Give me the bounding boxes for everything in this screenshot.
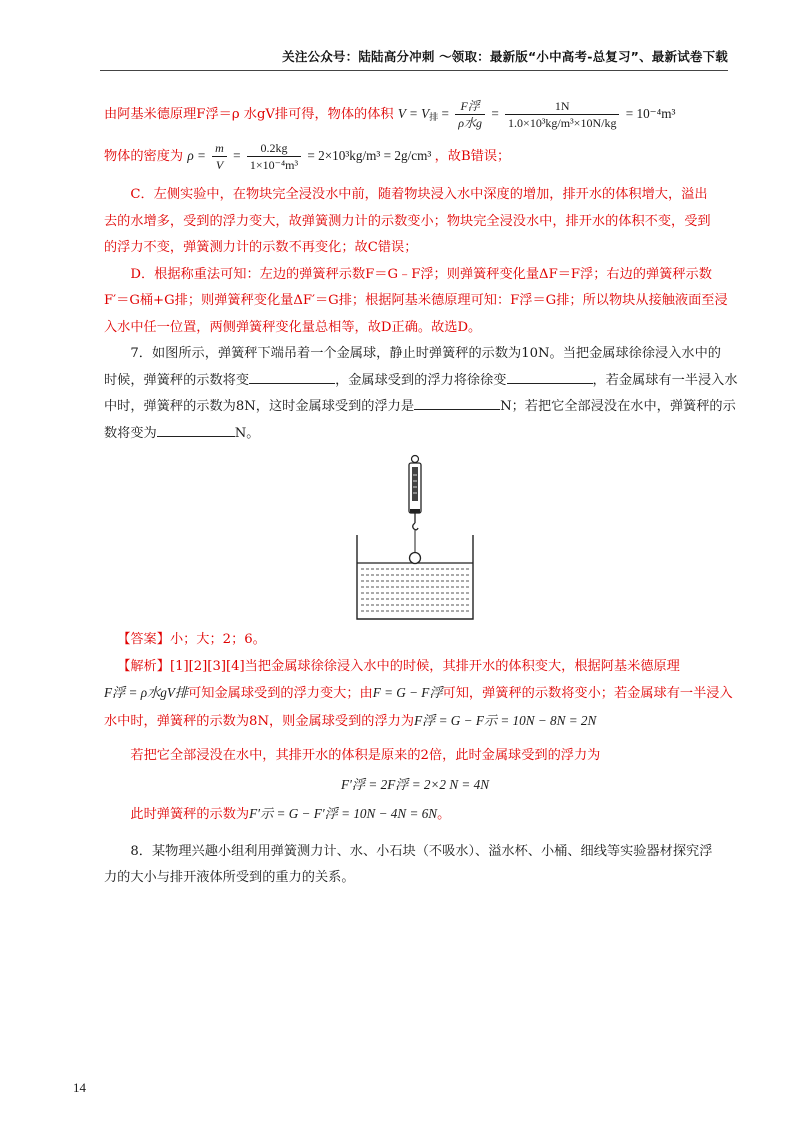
question-7-line-2 bbox=[104, 368, 738, 395]
analysis-label: 【解析】 bbox=[117, 658, 170, 674]
analysis-text-3a: 水中时，弹簧秤的示数为8N，则金属球受到的浮力为 bbox=[104, 713, 415, 729]
density-result: = 2×10³kg/m³ = 2g/cm³ bbox=[307, 148, 432, 163]
question-7 bbox=[104, 341, 738, 447]
analysis-line-5 bbox=[104, 772, 726, 800]
weight-formula: F = G − F浮 bbox=[372, 685, 443, 700]
page-content bbox=[104, 96, 738, 892]
solution-continuation bbox=[104, 96, 726, 341]
question-7-text-3b: N；若把它全部浸没在水中，弹簧秤的示 bbox=[500, 399, 736, 414]
option-d-line-3: 入水中任一位置，两侧弹簧秤变化量总相等，故D正确。故选D。 bbox=[104, 319, 482, 335]
volume-frac2-num: 1N bbox=[505, 98, 619, 115]
buoyancy-full-formula: F′浮 = 2F浮 = 2×2 N = 4N bbox=[340, 776, 489, 792]
scale-reading-formula: F′示 = G − F′浮 = 10N − 4N = 6N bbox=[249, 806, 438, 821]
question-7-text-2b: ，金属球受到的浮力将徐徐变 bbox=[335, 372, 507, 388]
analysis-line-4: 若把它全部浸没在水中，其排开水的体积是原来的2倍，此时金属球受到的浮力为 bbox=[130, 748, 601, 763]
option-c-line-3: 的浮力不变，弹簧测力计的示数不再变化；故C错误； bbox=[104, 240, 418, 255]
analysis-line-3 bbox=[104, 708, 726, 736]
option-c-explanation bbox=[104, 182, 726, 262]
density-line-text: 物体的密度为 bbox=[104, 149, 184, 164]
question-7-text-3a: 中时，弹簧秤的示数为8N，这时金属球受到的浮力是 bbox=[104, 399, 415, 414]
blank-4 bbox=[157, 422, 235, 437]
analysis-text-2b: 可知，弹簧秤的示数将变小；若金属球有一半浸入 bbox=[442, 686, 733, 701]
answer-label: 【答案】 bbox=[117, 632, 170, 647]
analysis-text-6a: 此时弹簧秤的示数为 bbox=[130, 807, 250, 822]
volume-formula: $V = V_排$ = $\frac{\text{F浮}}{\text{ρ水g}}$ = $\frac{1N}{\text{1.0×10³kg/m³×10N/kg}}$ = 10⁻⁴m³ bbox=[397, 99, 676, 131]
water-fill bbox=[361, 569, 469, 611]
density-line bbox=[104, 136, 726, 176]
question-7-text-4a: 数将变为 bbox=[104, 425, 157, 441]
spring-scale-diagram bbox=[355, 453, 475, 623]
option-d-line-2: F′＝G桶+G排；则弹簧秤变化量ΔF′＝G排；根据阿基米德原理可知：F浮＝G排；所以物块从接触液面至浸 bbox=[104, 293, 728, 308]
density-formula-lhs: ρ = bbox=[187, 148, 206, 163]
option-d-line-1: D．根据称重法可知：左边的弹簧秤示数F＝G﹣F浮；则弹簧秤变化量ΔF＝F浮；右边的弹簧秤示数 bbox=[130, 266, 712, 282]
question-7-line-1: 7．如图所示，弹簧秤下端吊着一个金属球，静止时弹簧秤的示数为10N。当把金属球徐徐浸入水中的 bbox=[130, 346, 721, 361]
spring-scale-inner bbox=[412, 467, 418, 501]
option-d-explanation bbox=[104, 262, 726, 342]
top-ring-icon bbox=[412, 456, 419, 463]
answer-7 bbox=[104, 627, 726, 654]
density-fraction-1 bbox=[212, 140, 227, 173]
analysis-line-1 bbox=[104, 654, 726, 681]
volume-frac1-num: F浮 bbox=[455, 98, 485, 115]
metal-ball bbox=[410, 553, 421, 564]
volume-line-text: 由阿基米德原理F浮＝ρ 水gV排可得，物体的体积 bbox=[104, 107, 394, 122]
page-number: 14 bbox=[73, 1080, 86, 1095]
volume-line bbox=[104, 96, 726, 132]
option-c-line-1: C．左侧实验中，在物块完全浸没水中前，随着物块浸入水中深度的增加，排开水的体积增大，溢出 bbox=[130, 187, 708, 202]
analysis-line-6 bbox=[104, 801, 726, 829]
density-frac2-num: 0.2kg bbox=[247, 140, 301, 157]
volume-fraction-1 bbox=[455, 98, 485, 131]
volume-formula-sub: 排 bbox=[429, 112, 439, 122]
analysis-text-1: [1][2][3][4]当把金属球徐徐浸入水中的时候，其排开水的体积变大，根据阿基米德原理 bbox=[169, 658, 680, 674]
analysis-text-2a: 可知金属球受到的浮力变大；由 bbox=[188, 686, 373, 701]
page-header: 关注公众号：陆陆高分冲刺 ～领取：最新版“小中高考-总复习”、最新试卷下载 bbox=[282, 49, 728, 64]
question-7-text-4b: N。 bbox=[234, 425, 260, 441]
question-7-line-4 bbox=[104, 421, 726, 448]
analysis-text-6b: 。 bbox=[437, 807, 451, 822]
volume-result: = 10⁻⁴m³ bbox=[625, 106, 676, 121]
volume-fraction-2 bbox=[505, 98, 619, 131]
hook-icon bbox=[413, 523, 418, 530]
spring-scale-figure bbox=[355, 453, 475, 623]
density-fraction-2 bbox=[247, 140, 301, 173]
blank-1 bbox=[249, 369, 335, 384]
answer-text: 小；大；2；6。 bbox=[169, 632, 266, 647]
volume-formula-lhs: V = V bbox=[397, 106, 430, 121]
blank-2 bbox=[507, 369, 593, 384]
buoyancy-half-formula: F浮 = G − F示 = 10N − 8N = 2N bbox=[414, 712, 597, 728]
question-7-text-2a: 时候，弹簧秤的示数将变 bbox=[104, 372, 250, 388]
density-line-suffix: ，故B错误； bbox=[434, 149, 511, 164]
question-8 bbox=[104, 839, 726, 892]
answer-7-line bbox=[104, 627, 726, 654]
question-7-line-3 bbox=[104, 394, 736, 421]
volume-frac2-den: 1.0×10³kg/m³×10N/kg bbox=[508, 116, 617, 131]
blank-3 bbox=[414, 395, 500, 410]
density-frac2-den: 1×10⁻⁴m³ bbox=[249, 158, 299, 173]
header-divider bbox=[100, 70, 728, 71]
analysis-7 bbox=[104, 654, 733, 829]
analysis-line-2 bbox=[104, 680, 733, 708]
option-c-line-2: 去的水增多，受到的浮力变大，故弹簧测力计的示数变小；物块完全浸没水中，排开水的体积不变，受到 bbox=[104, 213, 711, 229]
density-frac1-num: m bbox=[212, 140, 227, 157]
volume-frac1-den: ρ水g bbox=[458, 116, 483, 131]
archimedes-formula: F浮 = ρ水gV排 bbox=[104, 685, 189, 700]
question-8-line-1: 8．某物理兴趣小组利用弹簧测力计、水、小石块（不吸水）、溢水杯、小桶、细线等实验器材探究浮 bbox=[130, 843, 713, 859]
density-frac1-den: V bbox=[215, 158, 224, 173]
question-7-text-2c: ，若金属球有一半浸入水 bbox=[592, 372, 738, 388]
question-8-line-2: 力的大小与排开液体所受到的重力的关系。 bbox=[104, 870, 355, 885]
density-formula: ρ = $\frac{m}{V}$ = $\frac{0.2kg}{\text{1×10⁻⁴m³}}$ = 2×10³kg/m³ = 2g/cm³ bbox=[187, 141, 432, 173]
